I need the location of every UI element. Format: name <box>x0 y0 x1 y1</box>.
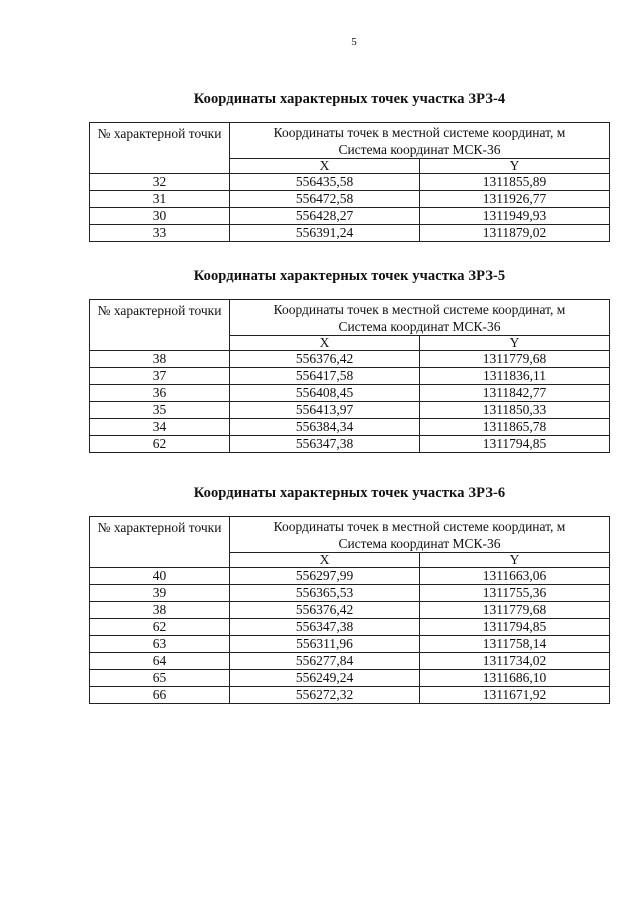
table-row <box>90 670 610 687</box>
section-zrz-5 <box>89 268 610 453</box>
coordinates-table <box>89 299 610 453</box>
x-coordinate-cell: 556417,58 <box>230 368 420 385</box>
y-coordinate-cell: 1311842,77 <box>420 385 610 402</box>
table-row <box>90 568 610 585</box>
point-number-cell: 38 <box>90 602 230 619</box>
point-number-cell: 37 <box>90 368 230 385</box>
table-row <box>90 191 610 208</box>
table-body <box>90 568 610 704</box>
point-number-cell: 62 <box>90 436 230 453</box>
y-coordinate-cell: 1311755,36 <box>420 585 610 602</box>
table-row <box>90 419 610 436</box>
x-axis-header: X <box>230 553 420 568</box>
point-number-header <box>90 123 230 174</box>
x-coordinate-cell: 556408,45 <box>230 385 420 402</box>
y-coordinate-cell: 1311686,10 <box>420 670 610 687</box>
table-row <box>90 368 610 385</box>
y-coordinate-cell: 1311794,85 <box>420 619 610 636</box>
section-zrz-6 <box>89 485 610 704</box>
x-coordinate-cell: 556311,96 <box>230 636 420 653</box>
x-coordinate-cell: 556249,24 <box>230 670 420 687</box>
coordinate-system-header <box>230 300 610 336</box>
coordinate-system-line2: Система координат МСК-36 <box>338 319 501 334</box>
x-coordinate-cell: 556391,24 <box>230 225 420 242</box>
coordinate-system-header <box>230 517 610 553</box>
page-number: 5 <box>351 36 357 48</box>
point-number-header-label: № характерной точки <box>97 520 222 535</box>
table-row <box>90 351 610 368</box>
coordinate-system-line2: Система координат МСК-36 <box>338 142 501 157</box>
table-row <box>90 619 610 636</box>
section-title: Координаты характерных точек участка ЗРЗ-5 <box>193 268 506 284</box>
y-coordinate-cell: 1311865,78 <box>420 419 610 436</box>
point-number-cell: 39 <box>90 585 230 602</box>
y-coordinate-cell: 1311779,68 <box>420 351 610 368</box>
table-row <box>90 225 610 242</box>
section-title: Координаты характерных точек участка ЗРЗ-6 <box>193 485 506 501</box>
table-body <box>90 351 610 453</box>
point-number-cell: 64 <box>90 653 230 670</box>
section-zrz-4 <box>89 91 610 242</box>
point-number-cell: 63 <box>90 636 230 653</box>
x-coordinate-cell: 556365,53 <box>230 585 420 602</box>
point-number-cell: 62 <box>90 619 230 636</box>
x-coordinate-cell: 556297,99 <box>230 568 420 585</box>
x-axis-header: X <box>230 336 420 351</box>
y-axis-header: Y <box>420 159 610 174</box>
point-number-header-label: № характерной точки <box>97 303 222 318</box>
x-coordinate-cell: 556428,27 <box>230 208 420 225</box>
point-number-header <box>90 300 230 351</box>
x-coordinate-cell: 556472,58 <box>230 191 420 208</box>
table-row <box>90 385 610 402</box>
coordinate-system-header <box>230 123 610 159</box>
x-coordinate-cell: 556277,84 <box>230 653 420 670</box>
point-number-cell: 33 <box>90 225 230 242</box>
y-coordinate-cell: 1311879,02 <box>420 225 610 242</box>
point-number-header <box>90 517 230 568</box>
point-number-cell: 31 <box>90 191 230 208</box>
x-coordinate-cell: 556376,42 <box>230 351 420 368</box>
x-coordinate-cell: 556347,38 <box>230 436 420 453</box>
point-number-cell: 30 <box>90 208 230 225</box>
table-row <box>90 602 610 619</box>
section-title: Координаты характерных точек участка ЗРЗ-4 <box>193 91 506 107</box>
point-number-cell: 65 <box>90 670 230 687</box>
table-row <box>90 636 610 653</box>
y-coordinate-cell: 1311855,89 <box>420 174 610 191</box>
y-axis-header: Y <box>420 553 610 568</box>
coordinate-system-line1: Координаты точек в местной системе координат, м <box>273 125 566 140</box>
y-coordinate-cell: 1311926,77 <box>420 191 610 208</box>
x-coordinate-cell: 556384,34 <box>230 419 420 436</box>
y-coordinate-cell: 1311758,14 <box>420 636 610 653</box>
x-coordinate-cell: 556376,42 <box>230 602 420 619</box>
point-number-cell: 35 <box>90 402 230 419</box>
coordinates-table <box>89 516 610 704</box>
x-coordinate-cell: 556435,58 <box>230 174 420 191</box>
x-coordinate-cell: 556347,38 <box>230 619 420 636</box>
y-axis-header: Y <box>420 336 610 351</box>
y-coordinate-cell: 1311836,11 <box>420 368 610 385</box>
x-axis-header: X <box>230 159 420 174</box>
point-number-cell: 40 <box>90 568 230 585</box>
point-number-header-label: № характерной точки <box>97 126 222 141</box>
coordinate-system-line1: Координаты точек в местной системе координат, м <box>273 519 566 534</box>
coordinates-table <box>89 122 610 242</box>
y-coordinate-cell: 1311663,06 <box>420 568 610 585</box>
y-coordinate-cell: 1311850,33 <box>420 402 610 419</box>
table-row <box>90 687 610 704</box>
point-number-cell: 66 <box>90 687 230 704</box>
point-number-cell: 38 <box>90 351 230 368</box>
y-coordinate-cell: 1311779,68 <box>420 602 610 619</box>
table-body <box>90 174 610 242</box>
table-row <box>90 402 610 419</box>
table-row <box>90 585 610 602</box>
y-coordinate-cell: 1311734,02 <box>420 653 610 670</box>
table-row <box>90 174 610 191</box>
y-coordinate-cell: 1311671,92 <box>420 687 610 704</box>
point-number-cell: 36 <box>90 385 230 402</box>
y-coordinate-cell: 1311794,85 <box>420 436 610 453</box>
point-number-cell: 34 <box>90 419 230 436</box>
table-row <box>90 436 610 453</box>
table-row <box>90 653 610 670</box>
x-coordinate-cell: 556413,97 <box>230 402 420 419</box>
coordinate-system-line2: Система координат МСК-36 <box>338 536 501 551</box>
point-number-cell: 32 <box>90 174 230 191</box>
y-coordinate-cell: 1311949,93 <box>420 208 610 225</box>
coordinate-system-line1: Координаты точек в местной системе координат, м <box>273 302 566 317</box>
table-row <box>90 208 610 225</box>
x-coordinate-cell: 556272,32 <box>230 687 420 704</box>
